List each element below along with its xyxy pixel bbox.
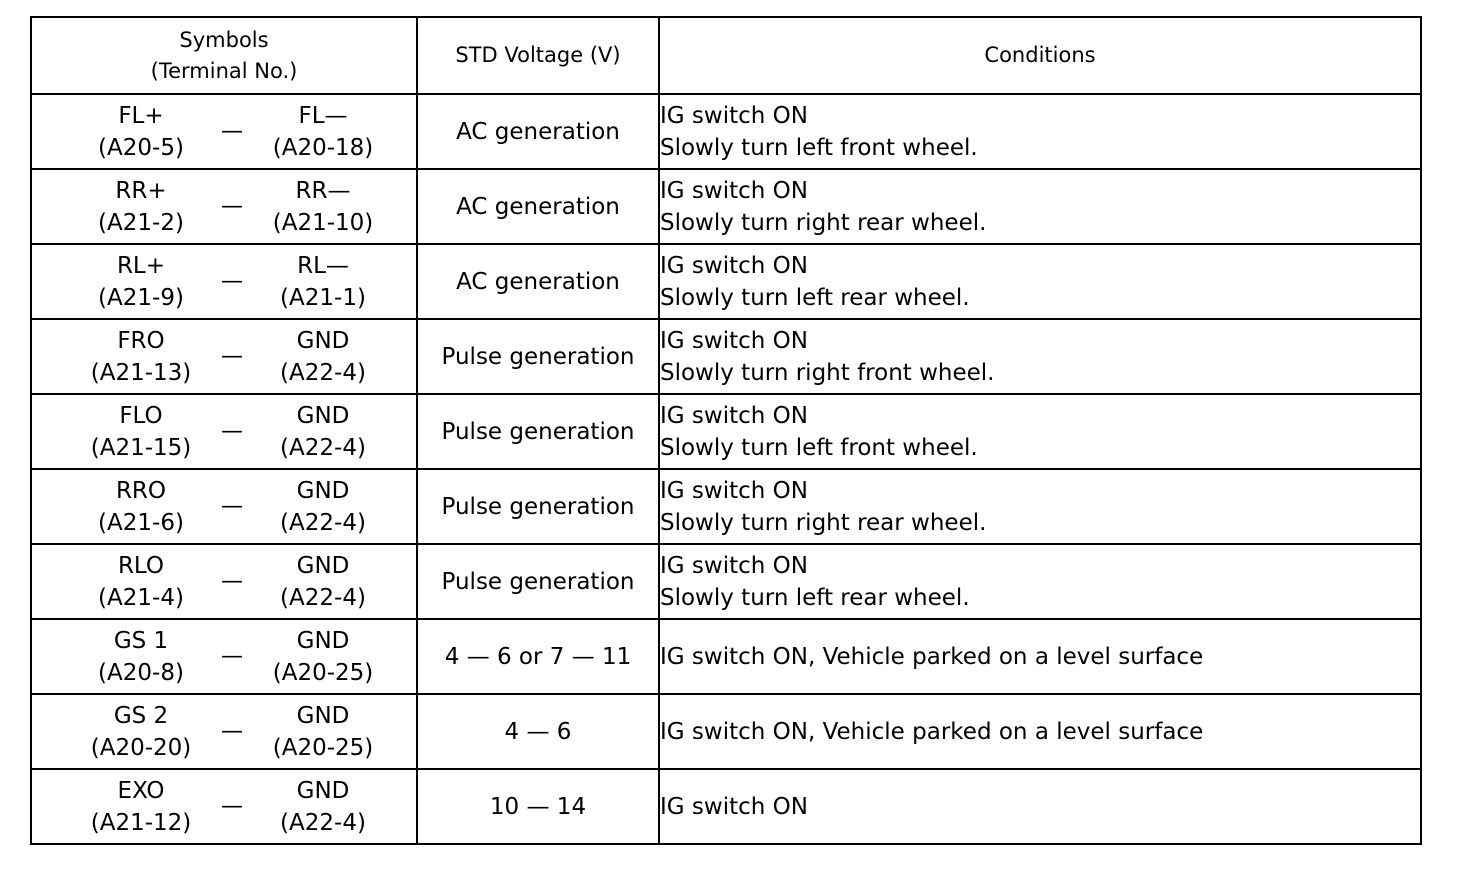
left-symbol: GS 2 — [113, 702, 169, 729]
terminal-dash: — — [221, 269, 243, 294]
right-terminal — [264, 700, 382, 764]
header-symbols — [31, 17, 417, 94]
symbols-cell — [31, 694, 417, 769]
left-symbol: FL+ — [118, 102, 164, 129]
terminal-dash: — — [221, 419, 243, 444]
table-row — [31, 544, 1421, 619]
left-terminal — [82, 175, 200, 239]
condition-line-1: IG switch ON, Vehicle parked on a level surface — [660, 643, 1204, 670]
condition-line-2: Slowly turn left front wheel. — [660, 434, 978, 461]
condition-line-1: IG switch ON — [660, 793, 808, 820]
right-terminal-number: (A21-1) — [280, 284, 366, 311]
terminal-dash: — — [221, 719, 243, 744]
conditions-cell — [659, 394, 1421, 469]
table-row — [31, 169, 1421, 244]
terminal-dash: — — [221, 344, 243, 369]
condition-line-1: IG switch ON — [660, 327, 808, 354]
left-terminal-number: (A21-2) — [98, 209, 184, 236]
table-row — [31, 319, 1421, 394]
left-terminal-number: (A21-15) — [90, 434, 192, 461]
right-terminal-number: (A22-4) — [280, 434, 366, 461]
condition-line-2: Slowly turn left front wheel. — [660, 134, 978, 161]
left-terminal — [82, 100, 200, 164]
right-symbol: FL— — [298, 102, 348, 129]
voltage-cell: 4 — 6 — [417, 694, 659, 769]
left-terminal — [82, 700, 200, 764]
conditions-cell — [659, 619, 1421, 694]
right-terminal-number: (A22-4) — [280, 809, 366, 836]
table-header — [31, 17, 1421, 94]
table-row — [31, 469, 1421, 544]
terminal-dash: — — [221, 494, 243, 519]
conditions-cell — [659, 319, 1421, 394]
right-terminal-number: (A22-4) — [280, 359, 366, 386]
condition-line-1: IG switch ON — [660, 102, 808, 129]
left-symbol: RLO — [117, 552, 165, 579]
left-terminal-number: (A21-4) — [98, 584, 184, 611]
right-terminal-number: (A22-4) — [280, 584, 366, 611]
conditions-cell — [659, 94, 1421, 169]
left-terminal-number: (A20-20) — [90, 734, 192, 761]
right-terminal — [264, 325, 382, 389]
terminal-dash: — — [221, 194, 243, 219]
header-terminal-label: (Terminal No.) — [150, 58, 298, 83]
right-terminal — [264, 475, 382, 539]
voltage-cell: AC generation — [417, 244, 659, 319]
terminal-dash: — — [221, 644, 243, 669]
conditions-cell — [659, 544, 1421, 619]
header-conditions: Conditions — [659, 17, 1421, 94]
right-symbol: GND — [296, 777, 350, 804]
symbols-cell — [31, 244, 417, 319]
left-terminal-number: (A20-8) — [98, 659, 184, 686]
table-row — [31, 94, 1421, 169]
left-terminal — [82, 550, 200, 614]
left-terminal — [82, 250, 200, 314]
voltage-cell: Pulse generation — [417, 469, 659, 544]
right-symbol: GND — [296, 402, 350, 429]
right-terminal-number: (A20-25) — [272, 734, 374, 761]
right-terminal — [264, 175, 382, 239]
terminal-voltage-table — [30, 16, 1422, 845]
right-symbol: GND — [296, 627, 350, 654]
conditions-cell — [659, 169, 1421, 244]
right-terminal — [264, 100, 382, 164]
terminal-dash: — — [221, 794, 243, 819]
right-terminal — [264, 625, 382, 689]
left-symbol: FRO — [117, 327, 165, 354]
left-terminal-number: (A21-13) — [90, 359, 192, 386]
left-symbol: FLO — [119, 402, 163, 429]
right-terminal-number: (A21-10) — [272, 209, 374, 236]
condition-line-2: Slowly turn left rear wheel. — [660, 584, 970, 611]
right-terminal-number: (A20-18) — [272, 134, 374, 161]
left-symbol: RRO — [115, 477, 167, 504]
left-symbol: GS 1 — [113, 627, 169, 654]
voltage-cell: AC generation — [417, 94, 659, 169]
table-row — [31, 694, 1421, 769]
symbols-cell — [31, 169, 417, 244]
condition-line-2: Slowly turn right front wheel. — [660, 359, 995, 386]
condition-line-2: Slowly turn right rear wheel. — [660, 209, 987, 236]
voltage-cell: Pulse generation — [417, 544, 659, 619]
symbols-cell — [31, 769, 417, 844]
right-symbol: GND — [296, 552, 350, 579]
voltage-cell: AC generation — [417, 169, 659, 244]
conditions-cell — [659, 769, 1421, 844]
condition-line-1: IG switch ON — [660, 177, 808, 204]
left-terminal-number: (A20-5) — [98, 134, 184, 161]
symbols-cell — [31, 469, 417, 544]
table-row — [31, 394, 1421, 469]
voltage-cell: Pulse generation — [417, 394, 659, 469]
right-symbol: GND — [296, 702, 350, 729]
right-terminal — [264, 550, 382, 614]
voltage-cell: Pulse generation — [417, 319, 659, 394]
condition-line-1: IG switch ON — [660, 402, 808, 429]
right-terminal-number: (A22-4) — [280, 509, 366, 536]
conditions-cell — [659, 469, 1421, 544]
header-row — [31, 17, 1421, 94]
symbols-cell — [31, 544, 417, 619]
left-terminal-number: (A21-9) — [98, 284, 184, 311]
condition-line-2: Slowly turn left rear wheel. — [660, 284, 970, 311]
table-row — [31, 769, 1421, 844]
right-symbol: RR— — [295, 177, 351, 204]
condition-line-1: IG switch ON, Vehicle parked on a level surface — [660, 718, 1204, 745]
left-terminal — [82, 475, 200, 539]
condition-line-1: IG switch ON — [660, 252, 808, 279]
condition-line-2: Slowly turn right rear wheel. — [660, 509, 987, 536]
right-terminal — [264, 775, 382, 839]
conditions-cell — [659, 694, 1421, 769]
left-symbol: RR+ — [115, 177, 167, 204]
table-body — [31, 94, 1421, 844]
condition-line-1: IG switch ON — [660, 477, 808, 504]
right-terminal-number: (A20-25) — [272, 659, 374, 686]
condition-line-1: IG switch ON — [660, 552, 808, 579]
left-symbol: RL+ — [116, 252, 166, 279]
symbols-cell — [31, 619, 417, 694]
symbols-cell — [31, 319, 417, 394]
left-symbol: EXO — [117, 777, 165, 804]
right-symbol: RL— — [297, 252, 349, 279]
symbols-cell — [31, 94, 417, 169]
right-symbol: GND — [296, 327, 350, 354]
terminal-dash: — — [221, 569, 243, 594]
left-terminal-number: (A21-6) — [98, 509, 184, 536]
left-terminal — [82, 625, 200, 689]
right-terminal — [264, 250, 382, 314]
right-symbol: GND — [296, 477, 350, 504]
left-terminal — [82, 325, 200, 389]
left-terminal — [82, 775, 200, 839]
right-terminal — [264, 400, 382, 464]
terminal-dash: — — [221, 119, 243, 144]
voltage-cell: 10 — 14 — [417, 769, 659, 844]
header-symbols-label: Symbols — [179, 27, 269, 52]
header-voltage: STD Voltage (V) — [417, 17, 659, 94]
voltage-cell: 4 — 6 or 7 — 11 — [417, 619, 659, 694]
left-terminal — [82, 400, 200, 464]
symbols-cell — [31, 394, 417, 469]
conditions-cell — [659, 244, 1421, 319]
table-row — [31, 244, 1421, 319]
table-row — [31, 619, 1421, 694]
left-terminal-number: (A21-12) — [90, 809, 192, 836]
